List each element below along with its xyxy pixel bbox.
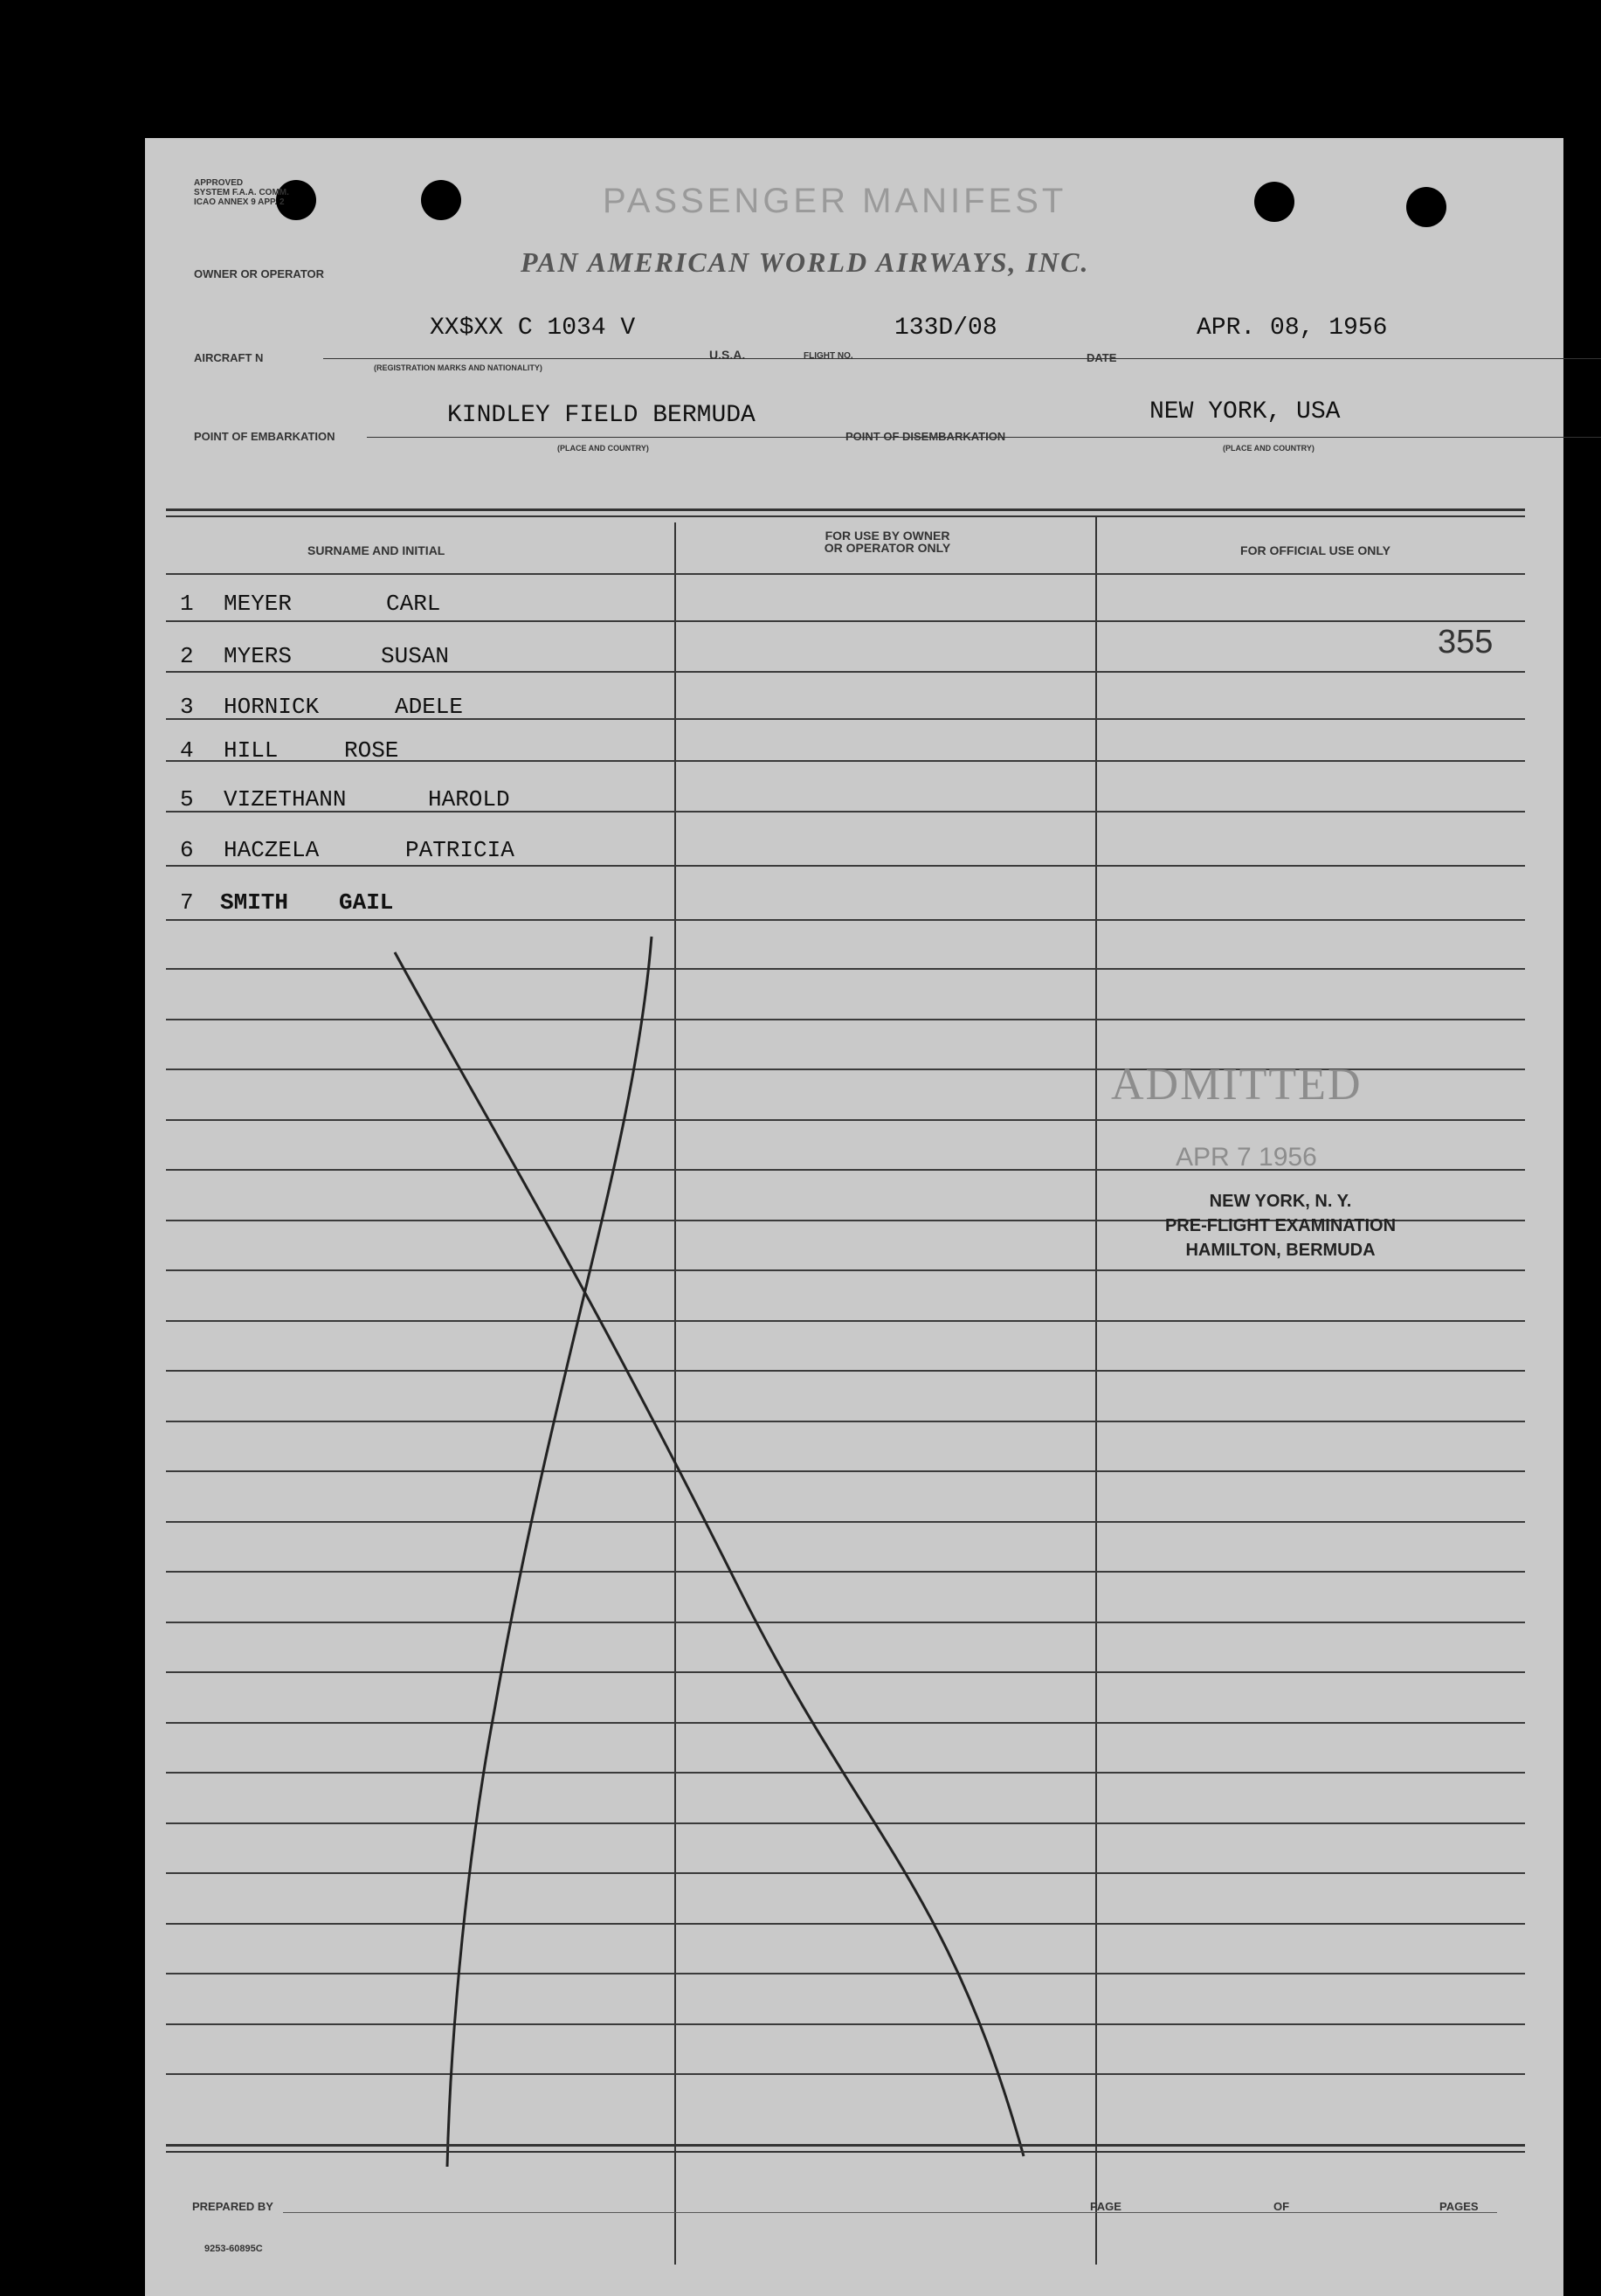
passenger-given-name: HAROLD [428,786,510,813]
page-label: PAGE [1090,2200,1121,2213]
flight-label: FLIGHT NO. [804,351,853,361]
passenger-number: 4 [180,737,194,764]
passenger-given-name: CARL [386,591,441,617]
date-label: DATE [1087,351,1117,364]
aircraft-sub: (REGISTRATION MARKS AND NATIONALITY) [374,363,542,372]
column-header-owner: FOR USE BY OWNER OR OPERATOR ONLY [824,529,951,555]
passenger-number: 6 [180,837,194,863]
disembarkation-label: POINT OF DISEMBARKATION [845,430,1006,443]
approval-note: APPROVED SYSTEM F.A.A. COMM. ICAO ANNEX 9 APP. 2 [194,178,289,207]
passenger-number: 7 [180,889,194,916]
embarkation-sub: (PLACE AND COUNTRY) [557,444,649,453]
passenger-surname: SMITH [220,889,289,916]
date-value: APR. 08, 1956 [1197,315,1388,342]
passenger-surname: HACZELA [224,837,320,863]
passenger-number: 1 [180,591,194,617]
official-use-number: 355 [1438,624,1494,660]
stamp-line-1: NEW YORK, N. Y. [1209,1192,1352,1211]
aircraft-label: AIRCRAFT N [194,351,264,364]
pages-label: PAGES [1439,2200,1479,2213]
disembarkation-value: NEW YORK, USA [1149,398,1341,425]
disembarkation-sub: (PLACE AND COUNTRY) [1223,444,1315,453]
aircraft-value: XX$XX C 1034 V [430,315,636,342]
usa-mark: U.S.A. [709,348,746,362]
column-header-surname: SURNAME AND INITIAL [307,543,445,557]
passenger-surname: MYERS [224,643,293,669]
table-bottom-rule [166,2144,1525,2147]
table-bottom-rule-2 [166,2151,1525,2153]
owner-label: OWNER OR OPERATOR [194,267,325,280]
prepared-by-label: PREPARED BY [192,2200,273,2213]
passenger-surname: VIZETHANN [224,786,347,813]
stamp-line-3: HAMILTON, BERMUDA [1185,1241,1376,1260]
owner-value: PAN AMERICAN WORLD AIRWAYS, INC. [521,246,1090,278]
cross-out-mark [145,138,1563,2296]
of-label: OF [1273,2200,1290,2213]
flight-value: 133D/08 [894,315,997,342]
form-number: 9253-60895C [204,2244,263,2254]
passenger-number: 3 [180,694,194,720]
passenger-number: 5 [180,786,194,813]
manifest-page [145,138,1563,2296]
stamp-line-2: PRE-FLIGHT EXAMINATION [1164,1216,1397,1235]
passenger-given-name: SUSAN [381,643,450,669]
stamp-date: APR 7 1956 [1176,1143,1317,1172]
passenger-given-name: GAIL [339,889,394,916]
passenger-surname: MEYER [224,591,293,617]
passenger-number: 2 [180,643,194,669]
stamp-admitted: ADMITTED [1111,1060,1363,1110]
embarkation-value: KINDLEY FIELD BERMUDA [447,402,756,429]
document-title: PASSENGER MANIFEST [603,182,1067,220]
passenger-given-name: ROSE [344,737,399,764]
passenger-given-name: ADELE [395,694,464,720]
passenger-surname: HILL [224,737,279,764]
column-header-official: FOR OFFICIAL USE ONLY [1240,543,1391,557]
prepared-by-line [283,2212,1497,2213]
passenger-given-name: PATRICIA [405,837,514,863]
passenger-surname: HORNICK [224,694,320,720]
embarkation-label: POINT OF EMBARKATION [194,430,335,443]
